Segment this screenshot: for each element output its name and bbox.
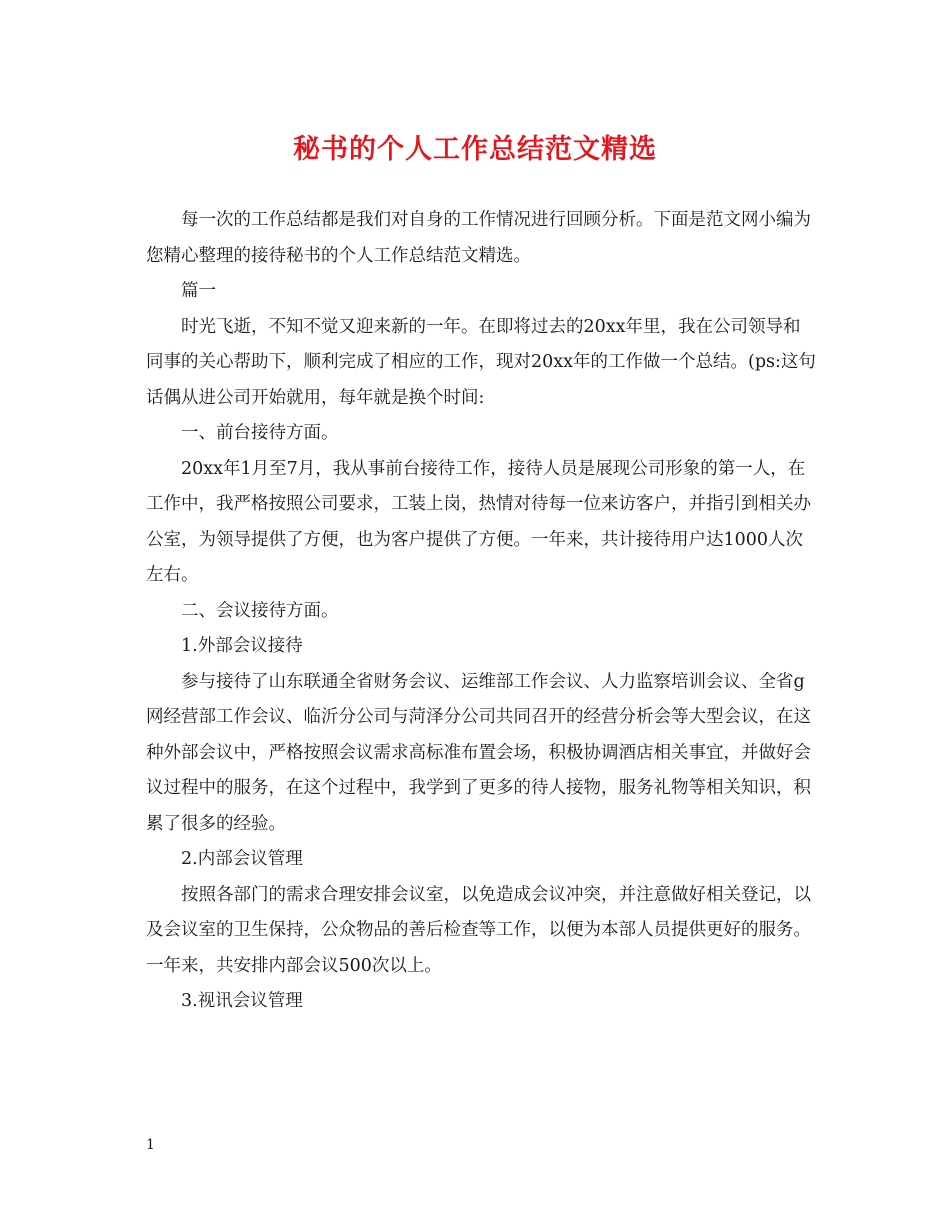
document-body	[146, 203, 816, 1020]
heading-meetings: 二、会议接待方面。	[181, 600, 339, 621]
paragraph-internal-meetings: 按照各部门的需求合理安排会议室，以免造成会议冲突，并注意做好相关登记，以及会议室的卫生保持，公众物品的善后检查等工作，以便为本部人员提供更好的服务。一年来，共安排内部会议500次以上。	[146, 884, 811, 976]
paragraph-section-label: 篇一	[181, 281, 216, 301]
paragraph-front-desk: 20xx年1月至7月，我从事前台接待工作，接待人员是展现公司形象的第一人，在工作中，我严格按照公司要求，工装上岗，热情对待每一位来访客户，并指引到相关办公室，为领导提供了方便，也为客户提供了方便。一年来，共计接待用户达1000人次左右。	[146, 458, 811, 585]
heading-front-desk: 一、前台接待方面。	[181, 423, 339, 443]
subheading-external-meetings: 1.外部会议接待	[181, 636, 303, 656]
subheading-video-meetings: 3.视讯会议管理	[181, 991, 303, 1011]
subheading-internal-meetings: 2.内部会议管理	[181, 849, 303, 869]
page-number: 1	[146, 1137, 155, 1153]
paragraph-opening: 时光飞逝，不知不觉又迎来新的一年。在即将过去的20xx年里，我在公司领导和同事的关心帮助下，顺利完成了相应的工作，现对20xx年的工作做一个总结。(ps:这句话偶从进公司开始就用，每年就是换个时间:	[146, 316, 816, 408]
paragraph-external-meetings: 参与接待了山东联通全省财务会议、运维部工作会议、人力监察培训会议、全省g网经营部工作会议、临沂分公司与菏泽分公司共同召开的经营分析会等大型会议，在这种外部会议中，严格按照会议需求高标准布置会场，积极协调酒店相关事宜，并做好会议过程中的服务，在这个过程中，我学到了更多的待人接物，服务礼物等相关知识，积累了很多的经验。	[146, 671, 811, 834]
document-title: 秘书的个人工作总结范文精选	[293, 134, 657, 165]
paragraph-intro: 每一次的工作总结都是我们对自身的工作情况进行回顾分析。下面是范文网小编为您精心整理的接待秘书的个人工作总结范文精选。	[146, 210, 811, 266]
